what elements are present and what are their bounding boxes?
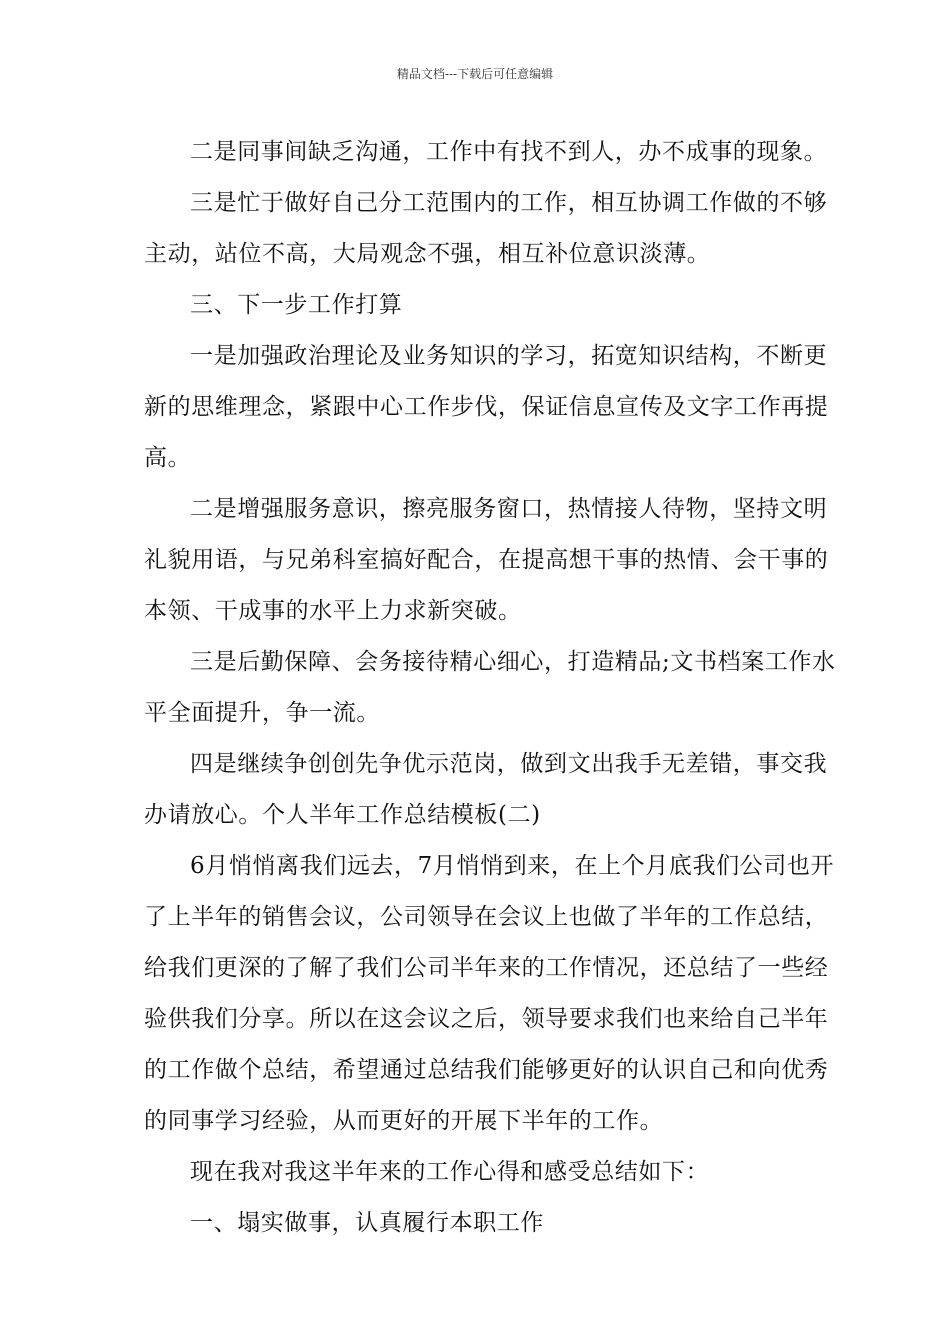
text-line: 三、下一步工作打算 [190, 292, 403, 318]
text-line: 三是忙于做好自己分工范围内的工作，相互协调工作做的不够 [190, 190, 828, 216]
text-line: 现在我对我这半年来的工作心得和感受总结如下： [190, 1159, 710, 1185]
text-line: 给我们更深的了解了我们公司半年来的工作情况，还总结了一些经 [144, 955, 829, 981]
text-line: 主动，站位不高，大局观念不强，相互补位意识淡薄。 [144, 241, 711, 267]
text-line: 三是后勤保障、会务接待精心细心，打造精品;文书档案工作水 [190, 649, 836, 675]
text-line: 办请放心。个人半年工作总结模板(二) [144, 802, 541, 828]
page-header: 精品文档---下载后可任意编辑 [396, 67, 554, 81]
text-line: 验供我们分享。所以在这会议之后，领导要求我们也来给自己半年 [144, 1006, 829, 1032]
document-body [144, 127, 836, 1249]
text-line: 新的思维理念，紧跟中心工作步伐，保证信息宣传及文字工作再提 [144, 394, 829, 420]
text-line: 的工作做个总结，希望通过总结我们能够更好的认识自己和向优秀 [144, 1057, 829, 1083]
text-line: 6月悄悄离我们远去，7月悄悄到来，在上个月底我们公司也开 [190, 853, 835, 879]
text-line: 平全面提升，争一流。 [144, 700, 380, 726]
text-line: 本领、干成事的水平上力求新突破。 [144, 598, 522, 624]
text-line: 高。 [144, 445, 192, 471]
text-line: 二是同事间缺乏沟通，工作中有找不到人，办不成事的现象。 [190, 139, 828, 165]
text-line: 礼貌用语，与兄弟科室搞好配合，在提高想干事的热情、会干事的 [144, 547, 829, 573]
text-line: 了上半年的销售会议，公司领导在会议上也做了半年的工作总结， [144, 904, 829, 930]
text-line: 二是增强服务意识，擦亮服务窗口，热情接人待物，坚持文明 [190, 496, 828, 522]
text-line: 一、塌实做事，认真履行本职工作 [190, 1210, 544, 1236]
text-line: 的同事学习经验，从而更好的开展下半年的工作。 [144, 1108, 664, 1134]
text-line: 一是加强政治理论及业务知识的学习，拓宽知识结构，不断更 [190, 343, 828, 369]
text-line: 四是继续争创创先争优示范岗，做到文出我手无差错，事交我 [190, 751, 828, 777]
